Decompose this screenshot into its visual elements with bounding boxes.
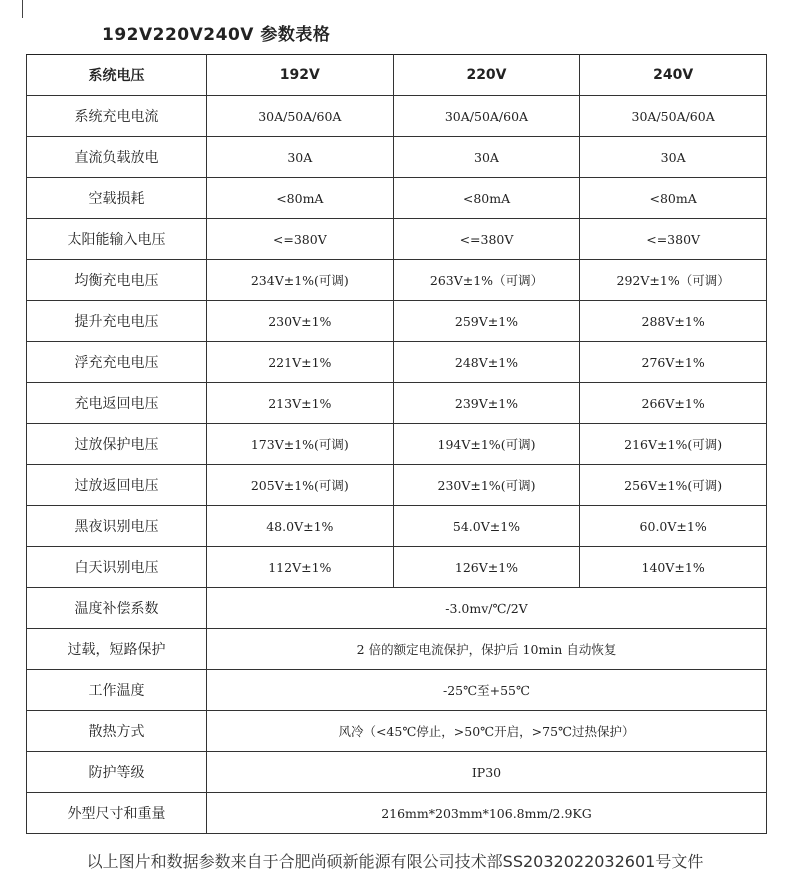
value-cell: 248V±1% xyxy=(393,342,580,383)
parameter-table-body xyxy=(27,55,767,834)
value-cell: 30A xyxy=(580,137,767,178)
value-cell: 112V±1% xyxy=(207,547,394,588)
row-label: 白天识别电压 xyxy=(27,547,207,588)
parameter-table xyxy=(26,54,767,834)
value-cell: <80mA xyxy=(393,178,580,219)
table-row-merged xyxy=(27,752,767,793)
value-cell: 276V±1% xyxy=(580,342,767,383)
row-label: 防护等级 xyxy=(27,752,207,793)
value-cell: 230V±1%(可调) xyxy=(393,465,580,506)
table-row-merged xyxy=(27,588,767,629)
merged-value-cell: 2 倍的额定电流保护，保护后 10min 自动恢复 xyxy=(207,629,767,670)
source-footer-note: 以上图片和数据参数来自于合肥尚硕新能源有限公司技术部SS2032022032601号文件 xyxy=(86,852,704,871)
value-cell: 292V±1%（可调） xyxy=(580,260,767,301)
row-label: 均衡充电电压 xyxy=(27,260,207,301)
value-cell: 30A/50A/60A xyxy=(207,96,394,137)
value-cell: 266V±1% xyxy=(580,383,767,424)
value-cell: 259V±1% xyxy=(393,301,580,342)
table-header-row xyxy=(27,55,767,96)
merged-value-cell: IP30 xyxy=(207,752,767,793)
row-label: 过放返回电压 xyxy=(27,465,207,506)
top-edge-mark xyxy=(22,0,23,18)
value-cell: 30A/50A/60A xyxy=(393,96,580,137)
value-cell: 48.0V±1% xyxy=(207,506,394,547)
table-row-merged xyxy=(27,793,767,834)
table-row xyxy=(27,547,767,588)
value-cell: 221V±1% xyxy=(207,342,394,383)
row-label: 空载损耗 xyxy=(27,178,207,219)
table-row-merged xyxy=(27,629,767,670)
row-label: 外型尺寸和重量 xyxy=(27,793,207,834)
value-cell: 288V±1% xyxy=(580,301,767,342)
header-cell-system-voltage: 系统电压 xyxy=(27,55,207,96)
value-cell: <=380V xyxy=(580,219,767,260)
value-cell: 173V±1%(可调) xyxy=(207,424,394,465)
row-label: 太阳能输入电压 xyxy=(27,219,207,260)
table-row-merged xyxy=(27,670,767,711)
header-cell-192v: 192V xyxy=(207,55,394,96)
page-title: 192V220V240V 参数表格 xyxy=(102,25,331,45)
value-cell: 216V±1%(可调) xyxy=(580,424,767,465)
table-row xyxy=(27,506,767,547)
table-row xyxy=(27,342,767,383)
header-cell-240v: 240V xyxy=(580,55,767,96)
row-label: 提升充电电压 xyxy=(27,301,207,342)
value-cell: 194V±1%(可调) xyxy=(393,424,580,465)
value-cell: 30A xyxy=(393,137,580,178)
value-cell: <80mA xyxy=(207,178,394,219)
value-cell: 54.0V±1% xyxy=(393,506,580,547)
merged-value-cell: -25℃至+55℃ xyxy=(207,670,767,711)
header-cell-220v: 220V xyxy=(393,55,580,96)
value-cell: <=380V xyxy=(393,219,580,260)
merged-value-cell: 216mm*203mm*106.8mm/2.9KG xyxy=(207,793,767,834)
value-cell: 30A xyxy=(207,137,394,178)
table-row xyxy=(27,96,767,137)
value-cell: 30A/50A/60A xyxy=(580,96,767,137)
table-row xyxy=(27,260,767,301)
table-row xyxy=(27,301,767,342)
table-row xyxy=(27,383,767,424)
value-cell: 256V±1%(可调) xyxy=(580,465,767,506)
value-cell: <80mA xyxy=(580,178,767,219)
row-label: 过载，短路保护 xyxy=(27,629,207,670)
table-row xyxy=(27,465,767,506)
value-cell: 230V±1% xyxy=(207,301,394,342)
table-row xyxy=(27,424,767,465)
value-cell: 213V±1% xyxy=(207,383,394,424)
value-cell: 126V±1% xyxy=(393,547,580,588)
value-cell: 140V±1% xyxy=(580,547,767,588)
row-label: 系统充电电流 xyxy=(27,96,207,137)
value-cell: 60.0V±1% xyxy=(580,506,767,547)
row-label: 直流负载放电 xyxy=(27,137,207,178)
table-row-merged xyxy=(27,711,767,752)
row-label: 黑夜识别电压 xyxy=(27,506,207,547)
merged-value-cell: -3.0mv/℃/2V xyxy=(207,588,767,629)
table-row xyxy=(27,137,767,178)
row-label: 温度补偿系数 xyxy=(27,588,207,629)
row-label: 浮充充电电压 xyxy=(27,342,207,383)
row-label: 充电返回电压 xyxy=(27,383,207,424)
table-row xyxy=(27,219,767,260)
value-cell: 234V±1%(可调) xyxy=(207,260,394,301)
value-cell: 239V±1% xyxy=(393,383,580,424)
row-label: 散热方式 xyxy=(27,711,207,752)
value-cell: <=380V xyxy=(207,219,394,260)
row-label: 工作温度 xyxy=(27,670,207,711)
value-cell: 205V±1%(可调) xyxy=(207,465,394,506)
table-row xyxy=(27,178,767,219)
row-label: 过放保护电压 xyxy=(27,424,207,465)
merged-value-cell: 风冷（<45℃停止，>50℃开启，>75℃过热保护） xyxy=(207,711,767,752)
value-cell: 263V±1%（可调） xyxy=(393,260,580,301)
